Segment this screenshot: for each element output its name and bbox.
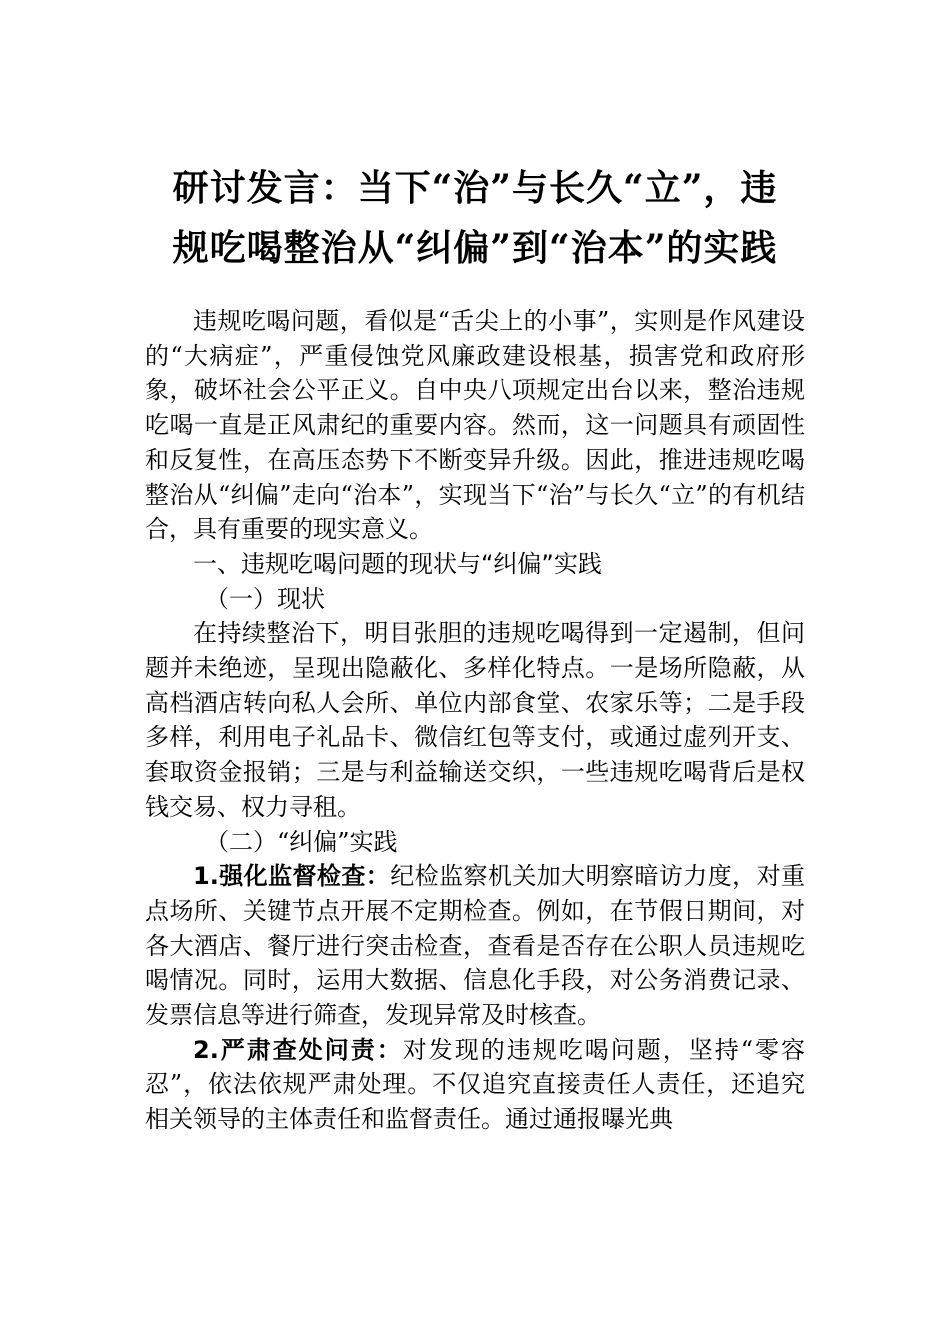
title-line-2: 规吃喝整治从“纠偏”到“治本”的实践 — [172, 227, 778, 269]
status-paragraph: 在持续整治下，明目张胆的违规吃喝得到一定遏制，但问题并未绝迹，呈现出隐蔽化、多样化特点。一是场所隐蔽，从高档酒店转向私人会所、单位内部食堂、农家乐等；二是手段多样，利用电子礼品卡、微信红包等支付，或通过虚列开支、套取资金报销；三是与利益输送交织，一些违规吃喝背后是权钱交易、权力寻租。 — [145, 619, 805, 821]
title-line-1: 研讨发言：当下“治”与长久“立”，违 — [172, 167, 778, 209]
document-body — [145, 304, 805, 1137]
subsection-1-heading: （一）现状 — [205, 584, 325, 613]
subsection-2-heading: （二）“纠偏”实践 — [205, 827, 398, 856]
item-2-lead: 2.严肃查处问责： — [193, 1035, 403, 1064]
item-1-paragraph — [145, 859, 805, 1033]
document-title — [145, 0, 805, 278]
item-1-lead: 1.强化监督检查： — [193, 862, 391, 891]
item-2-text: 对发现的违规吃喝问题，坚持“零容忍”，依法依规严肃处理。不仅追究直接责任人责任，还追究相关领导的主体责任和监督责任。通过通报曝光典 — [145, 1035, 805, 1134]
intro-paragraph: 违规吃喝问题，看似是“舌尖上的小事”，实则是作风建设的“大病症”，严重侵蚀党风廉政建设根基，损害党和政府形象，破坏社会公平正义。自中央八项规定出台以来，整治违规吃喝一直是正风肃纪的重要内容。然而，这一问题具有顽固性和反复性，在高压态势下不断变异升级。因此，推进违规吃喝整治从“纠偏”走向“治本”，实现当下“治”与长久“立”的有机结合，具有重要的现实意义。 — [145, 307, 805, 544]
item-2-paragraph — [145, 1033, 805, 1137]
section-1-heading: 一、违规吃喝问题的现状与“纠偏”实践 — [193, 549, 602, 578]
item-1-text: 纪检监察机关加大明察暗访力度，对重点场所、关键节点开展不定期检查。例如，在节假日期间，对各大酒店、餐厅进行突击检查，查看是否存在公职人员违规吃喝情况。同时，运用大数据、信息化手段，对公务消费记录、发票信息等进行筛查，发现异常及时核查。 — [145, 862, 805, 1030]
